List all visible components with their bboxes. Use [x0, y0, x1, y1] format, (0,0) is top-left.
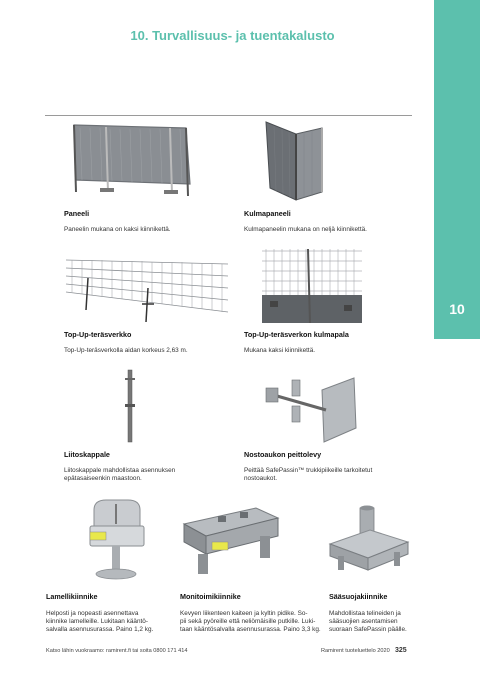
footer-contact: Katso lähin vuokraamo: ramirent.fi tai soita 0800 171 414: [46, 648, 188, 654]
product-description: Paneelin mukana on kaksi kiinnikettä.: [64, 226, 171, 233]
product-description: Peittää SafePassin™ trukkipiikeille tarkoitetut: [244, 467, 373, 474]
product-title: Monitoimikiinnike: [180, 592, 241, 601]
product-title: Top-Up-teräsverkon kulmapala: [244, 330, 349, 339]
product-description: Helposti ja nopeasti asennettava: [46, 610, 139, 617]
product-title: Top-Up-teräsverkko: [64, 330, 132, 339]
product-description: taan kääntösalvalla asennusurassa. Paino 3,3 kg.: [180, 626, 321, 633]
product-title: Nostoaukon peittolevy: [244, 450, 322, 459]
top-up-corner-image: [258, 243, 368, 329]
panel-image: [70, 120, 200, 200]
product-description: kiinnike lamelleille. Lukitaan kääntö-: [46, 618, 148, 625]
product-description: sääsuojien asentamisen: [329, 618, 398, 625]
chapter-tab: [434, 0, 480, 339]
product-description: pii sekä pyöreille että neliömäisille putkille. Luki-: [180, 618, 316, 625]
multi-clamp-image: [178, 502, 282, 578]
product-description: Mahdollistaa telineiden ja: [329, 610, 401, 617]
product-title: Lamellikiinnike: [46, 592, 98, 601]
product-title: Kulmapaneeli: [244, 209, 291, 218]
product-description: nostoaukot.: [244, 475, 278, 482]
product-title: Paneeli: [64, 209, 90, 218]
page-number: 325: [395, 647, 407, 654]
lamella-clamp-image: [82, 496, 152, 584]
weather-shelter-clamp-image: [326, 502, 412, 582]
product-description: epätasaiseenkin maastoon.: [64, 475, 142, 482]
chapter-tab-number: 10: [449, 301, 465, 317]
product-description: suoraan SafePassin päälle.: [329, 626, 407, 633]
corner-panel-image: [262, 120, 332, 202]
product-description: Top-Up-teräsverkolla aidan korkeus 2,63 m.: [64, 347, 188, 354]
connector-image: [118, 368, 142, 444]
product-description: salvalla asennusurassa. Paino 1,2 kg.: [46, 626, 154, 633]
product-title: Sääsuojakiinnike: [329, 592, 388, 601]
product-description: Kulmapaneelin mukana on neljä kiinnikettä.: [244, 226, 367, 233]
product-description: Kevyen liikenteen kaiteen ja kyltin pidike. So-: [180, 610, 308, 617]
top-up-mesh-image: [62, 248, 232, 330]
page-title: 10. Turvallisuus- ja tuentakalusto: [130, 28, 335, 43]
footer-catalog: Ramirent tuoteluettelo 2020: [321, 648, 390, 654]
product-description: Mukana kaksi kiinnikettä.: [244, 347, 316, 354]
header-divider: [45, 115, 412, 116]
product-description: Liitoskappale mahdollistaa asennuksen: [64, 467, 176, 474]
product-title: Liitoskappale: [64, 450, 110, 459]
lifting-hole-cover-image: [262, 372, 362, 446]
